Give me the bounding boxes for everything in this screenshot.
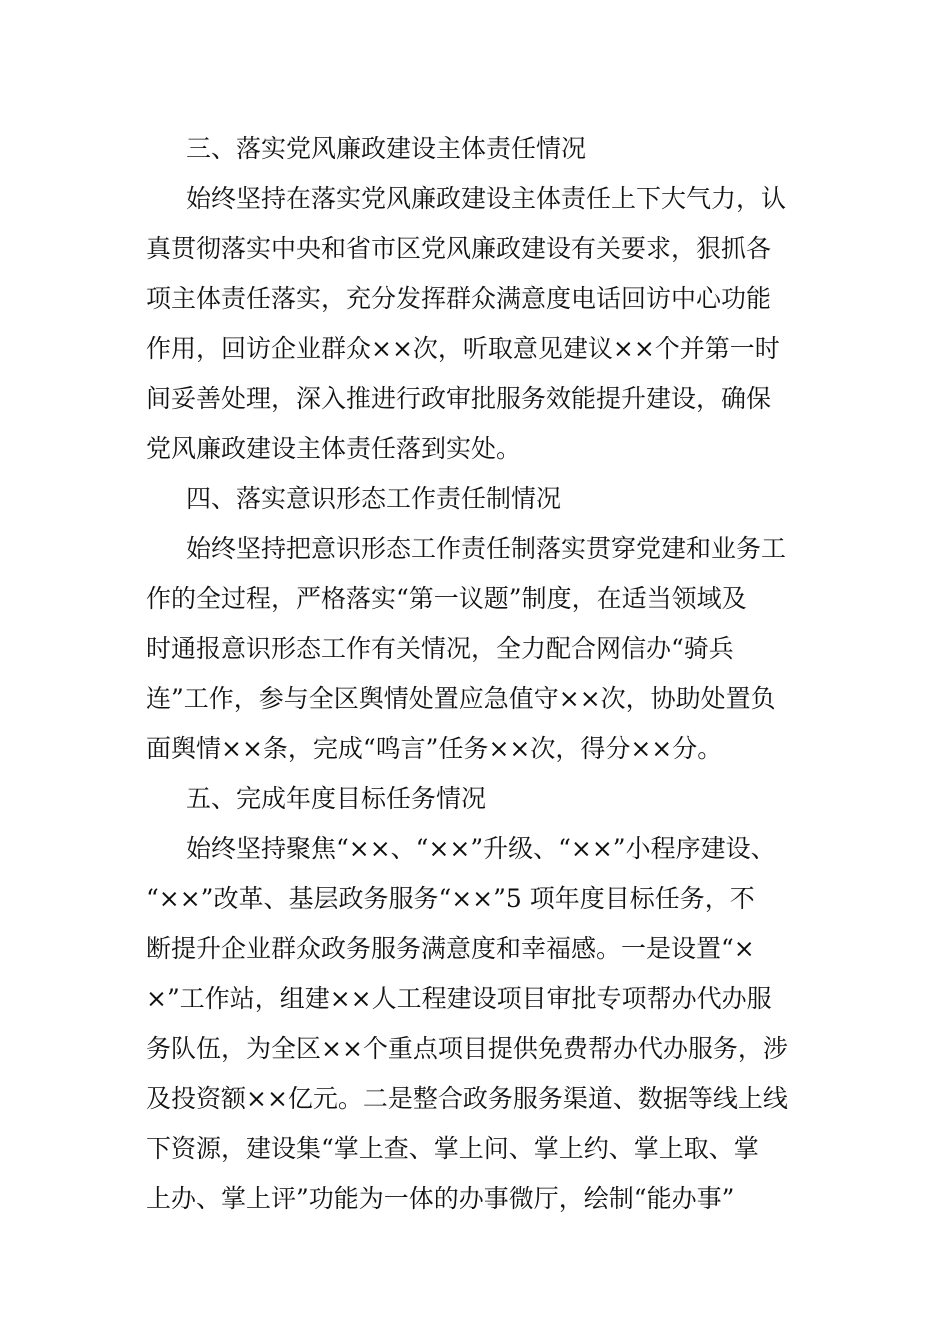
paragraph-line: 作的全过程，严格落实“第一议题”制度，在适当领域及 <box>146 584 747 613</box>
paragraph-line: ×”工作站，组建××人工程建设项目审批专项帮办代办服 <box>146 984 772 1013</box>
paragraph-line: 时通报意识形态工作有关情况，全力配合网信办“骑兵 <box>146 634 734 663</box>
paragraph-line: 始终坚持聚焦“××、“××”升级、“××”小程序建设、 <box>186 834 776 863</box>
paragraph-line: 面舆情××条，完成“鸣言”任务××次，得分××分。 <box>146 734 723 763</box>
paragraph-line: 下资源，建设集“掌上查、掌上问、掌上约、掌上取、掌 <box>146 1134 759 1163</box>
section-heading: 三、落实党风廉政建设主体责任情况 <box>186 134 587 163</box>
paragraph-line: 务队伍，为全区××个重点项目提供免费帮办代办服务，涉 <box>146 1034 788 1063</box>
section-heading: 五、完成年度目标任务情况 <box>186 784 487 813</box>
paragraph-line: 连”工作，参与全区舆情处置应急值守××次，协助处置负 <box>146 684 776 713</box>
paragraph-line: “××”改革、基层政务服务“××”5 项年度目标任务，不 <box>146 884 755 913</box>
paragraph-line: 始终坚持把意识形态工作责任制落实贯穿党建和业务工 <box>186 534 787 563</box>
document-page <box>146 124 810 1224</box>
paragraph-line: 始终坚持在落实党风廉政建设主体责任上下大气力，认 <box>186 184 787 213</box>
paragraph-line: 真贯彻落实中央和省市区党风廉政建设有关要求，狠抓各 <box>146 234 772 263</box>
paragraph-line: 断提升企业群众政务服务满意度和幸福感。一是设置“× <box>146 934 755 963</box>
paragraph-line: 及投资额××亿元。二是整合政务服务渠道、数据等线上线 <box>146 1084 788 1113</box>
section-heading: 四、落实意识形态工作责任制情况 <box>186 484 562 513</box>
paragraph-line: 作用，回访企业群众××次，听取意见建议××个并第一时 <box>146 334 780 363</box>
paragraph-line: 项主体责任落实，充分发挥群众满意度电话回访中心功能 <box>146 284 772 313</box>
paragraph-line: 上办、掌上评”功能为一体的办事微厅，绘制“能办事” <box>146 1184 735 1213</box>
paragraph-line: 党风廉政建设主体责任落到实处。 <box>146 434 522 463</box>
paragraph-line: 间妥善处理，深入推进行政审批服务效能提升建设，确保 <box>146 384 772 413</box>
